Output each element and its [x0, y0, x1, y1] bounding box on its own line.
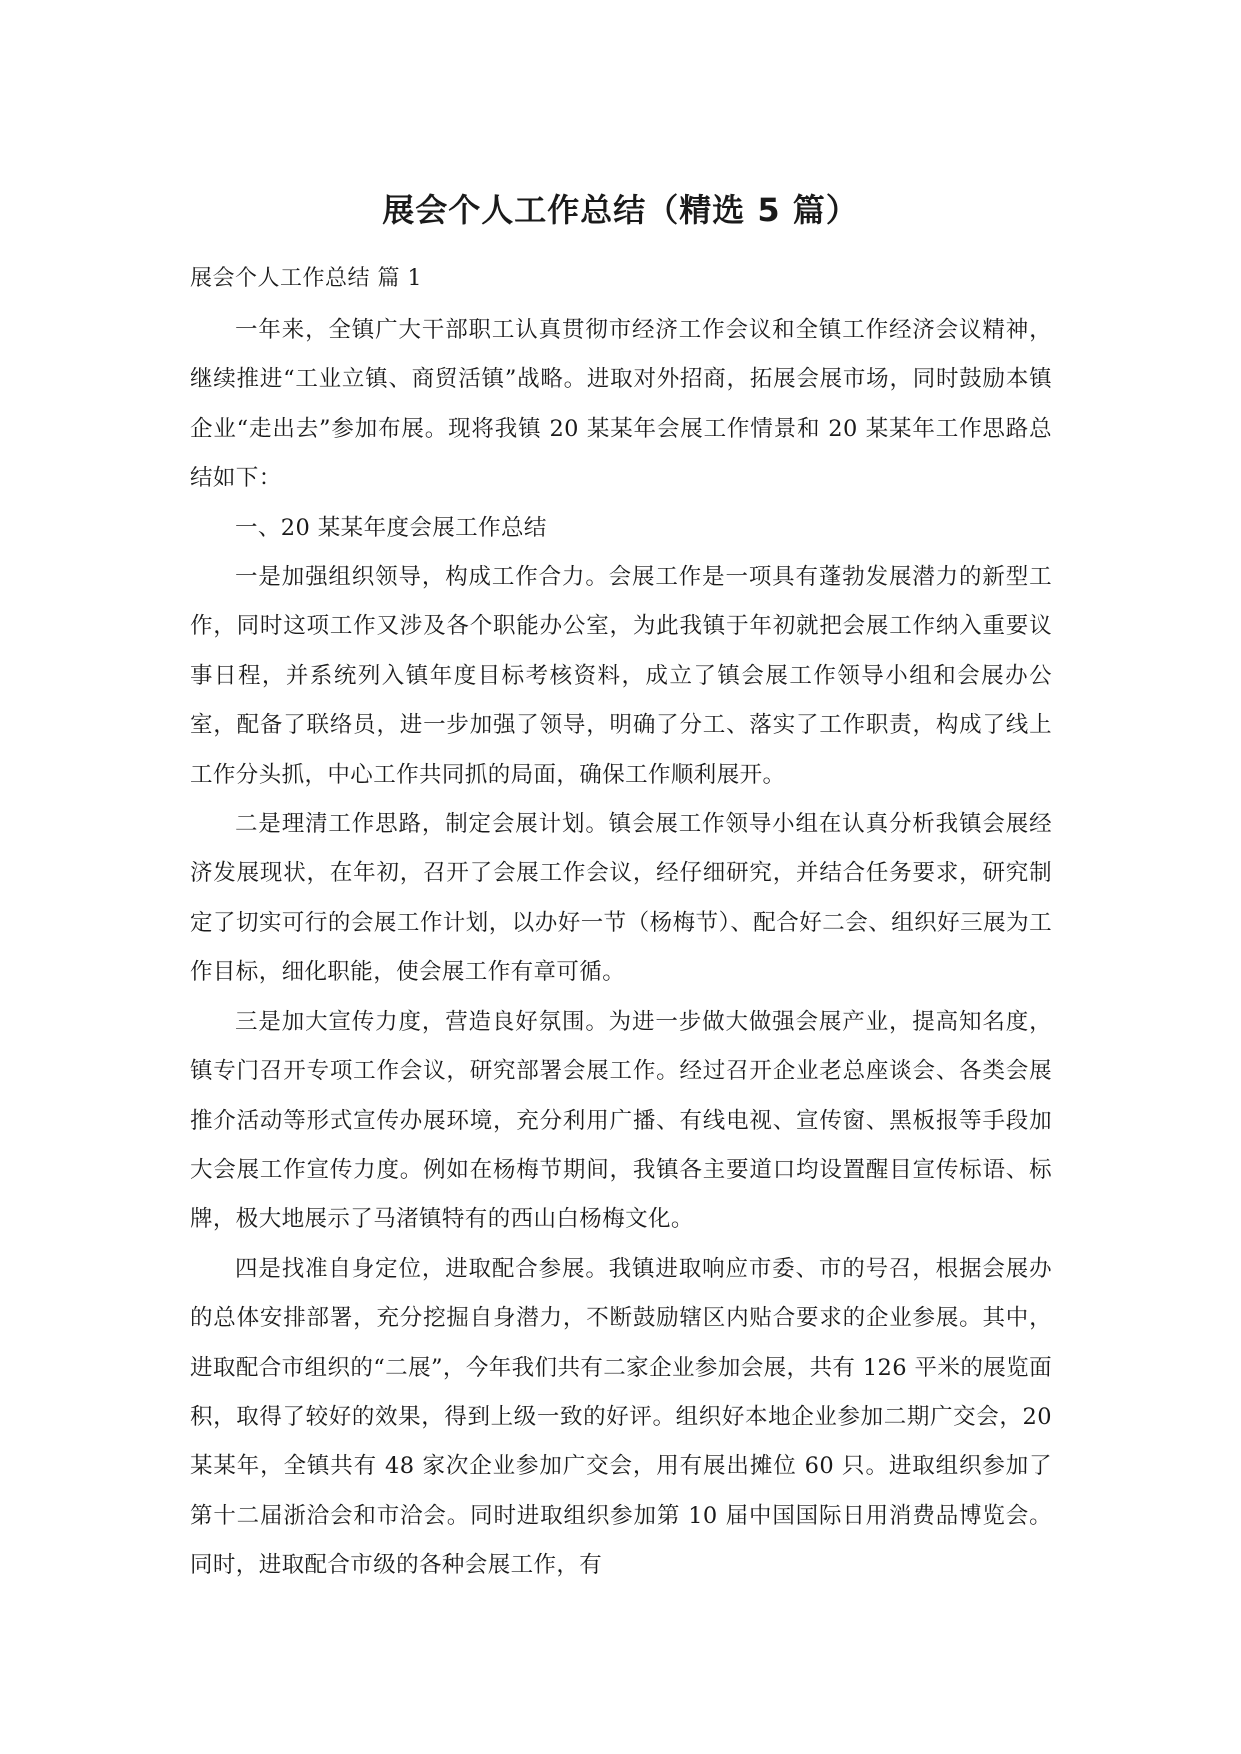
- document-body: [190, 252, 1052, 1591]
- document-title: 展会个人工作总结（精选 5 篇）: [382, 191, 859, 229]
- section-heading: 展会个人工作总结 篇 1: [190, 266, 422, 291]
- paragraph-intro: 一年来，全镇广大干部职工认真贯彻市经济工作会议和全镇工作经济会议精神，继续推进“工业立镇、商贸活镇”战略。进取对外招商，拓展会展市场，同时鼓励本镇企业“走出去”参加布展。现将我镇 20 某某年会展工作情景和 20 某某年工作思路总结如下：: [190, 317, 1052, 492]
- paragraph-point-two: 二是理清工作思路，制定会展计划。镇会展工作领导小组在认真分析我镇会展经济发展现状，在年初，召开了会展工作会议，经仔细研究，并结合任务要求，研究制定了切实可行的会展工作计划，以办好一节（杨梅节）、配合好二会、组织好三展为工作目标，细化职能，使会展工作有章可循。: [190, 811, 1052, 986]
- paragraph-point-three: 三是加大宣传力度，营造良好氛围。为进一步做大做强会展产业，提高知名度，镇专门召开专项工作会议，研究部署会展工作。经过召开企业老总座谈会、各类会展推介活动等形式宣传办展环境，充分利用广播、有线电视、宣传窗、黑板报等手段加大会展工作宣传力度。例如在杨梅节期间，我镇各主要道口均设置醒目宣传标语、标牌，极大地展示了马渚镇特有的西山白杨梅文化。: [190, 1008, 1052, 1233]
- paragraph-point-four: 四是找准自身定位，进取配合参展。我镇进取响应市委、市的号召，根据会展办的总体安排部署，充分挖掘自身潜力，不断鼓励辖区内贴合要求的企业参展。其中，进取配合市组织的“二展”，今年我们共有二家企业参加会展，共有 126 平米的展览面积，取得了较好的效果，得到上级一致的好评。组织好本地企业参加二期广交会，20 某某年，全镇共有 48 家次企业参加广交会，用有展出摊位 60 只。进取组织参加了第十二届浙洽会和市洽会。同时进取组织参加第 10 届中国国际日用消费品博览会。同时，进取配合市级的各种会展工作，有: [190, 1255, 1052, 1579]
- paragraph-point-one: 一是加强组织领导，构成工作合力。会展工作是一项具有蓬勃发展潜力的新型工作，同时这项工作又涉及各个职能办公室，为此我镇于年初就把会展工作纳入重要议事日程，并系统列入镇年度目标考核资料，成立了镇会展工作领导小组和会展办公室，配备了联络员，进一步加强了领导，明确了分工、落实了工作职责，构成了线上工作分头抓，中心工作共同抓的局面，确保工作顺利展开。: [190, 564, 1052, 788]
- paragraph-section-heading: 一、20 某某年度会展工作总结: [235, 514, 547, 541]
